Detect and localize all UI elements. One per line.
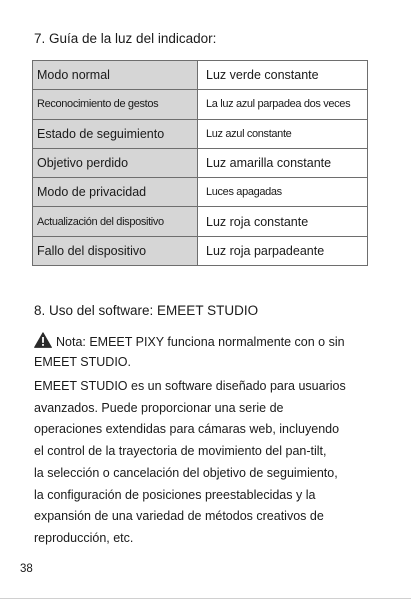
table-row: [33, 207, 368, 236]
page-number: 38: [20, 563, 33, 575]
bottom-divider: [0, 598, 411, 599]
light-cell: Luces apagadas: [198, 178, 368, 207]
mode-cell: Objetivo perdido: [33, 148, 198, 177]
mode-cell: Modo de privacidad: [33, 178, 198, 207]
light-cell: Luz amarilla constante: [198, 148, 368, 177]
light-cell: Luz verde constante: [198, 61, 368, 90]
body-line: operaciones extendidas para cámaras web, incluyendo: [34, 422, 340, 437]
note-text: Nota: EMEET PIXY funciona normalmente con o sin EMEET STUDIO.: [34, 335, 345, 369]
body-line: el control de la trayectoria de movimiento del pan-tilt,: [34, 444, 327, 459]
light-cell: Luz azul constante: [198, 119, 368, 148]
section-7-title: 7. Guía de la luz del indicador:: [34, 31, 217, 46]
table-row: [33, 90, 368, 119]
table-row: [33, 178, 368, 207]
note-paragraph: [34, 332, 374, 372]
body-line: la selección o cancelación del objetivo de seguimiento,: [34, 465, 338, 480]
mode-cell: Actualización del dispositivo: [33, 207, 198, 236]
section-8-title: 8. Uso del software: EMEET STUDIO: [34, 303, 259, 318]
warning-icon: [34, 332, 52, 348]
table-row: [33, 61, 368, 90]
indicator-light-table: [32, 60, 368, 266]
light-cell: Luz roja parpadeante: [198, 236, 368, 265]
mode-cell: Estado de seguimiento: [33, 119, 198, 148]
body-paragraph: [34, 376, 374, 550]
mode-cell: Fallo del dispositivo: [33, 236, 198, 265]
table-row: [33, 148, 368, 177]
body-line: la configuración de posiciones preestablecidas y la: [34, 487, 316, 502]
table-row: [33, 119, 368, 148]
body-line: expansión de una variedad de métodos creativos de: [34, 509, 324, 524]
body-line: EMEET STUDIO es un software diseñado para usuarios: [34, 379, 346, 393]
body-line: reproducción, etc.: [34, 530, 134, 545]
mode-cell: Modo normal: [33, 61, 198, 90]
body-line: avanzados. Puede proporcionar una serie de: [34, 400, 284, 415]
light-cell: La luz azul parpadea dos veces: [198, 90, 368, 119]
table-row: [33, 236, 368, 265]
light-cell: Luz roja constante: [198, 207, 368, 236]
mode-cell: Reconocimiento de gestos: [33, 90, 198, 119]
